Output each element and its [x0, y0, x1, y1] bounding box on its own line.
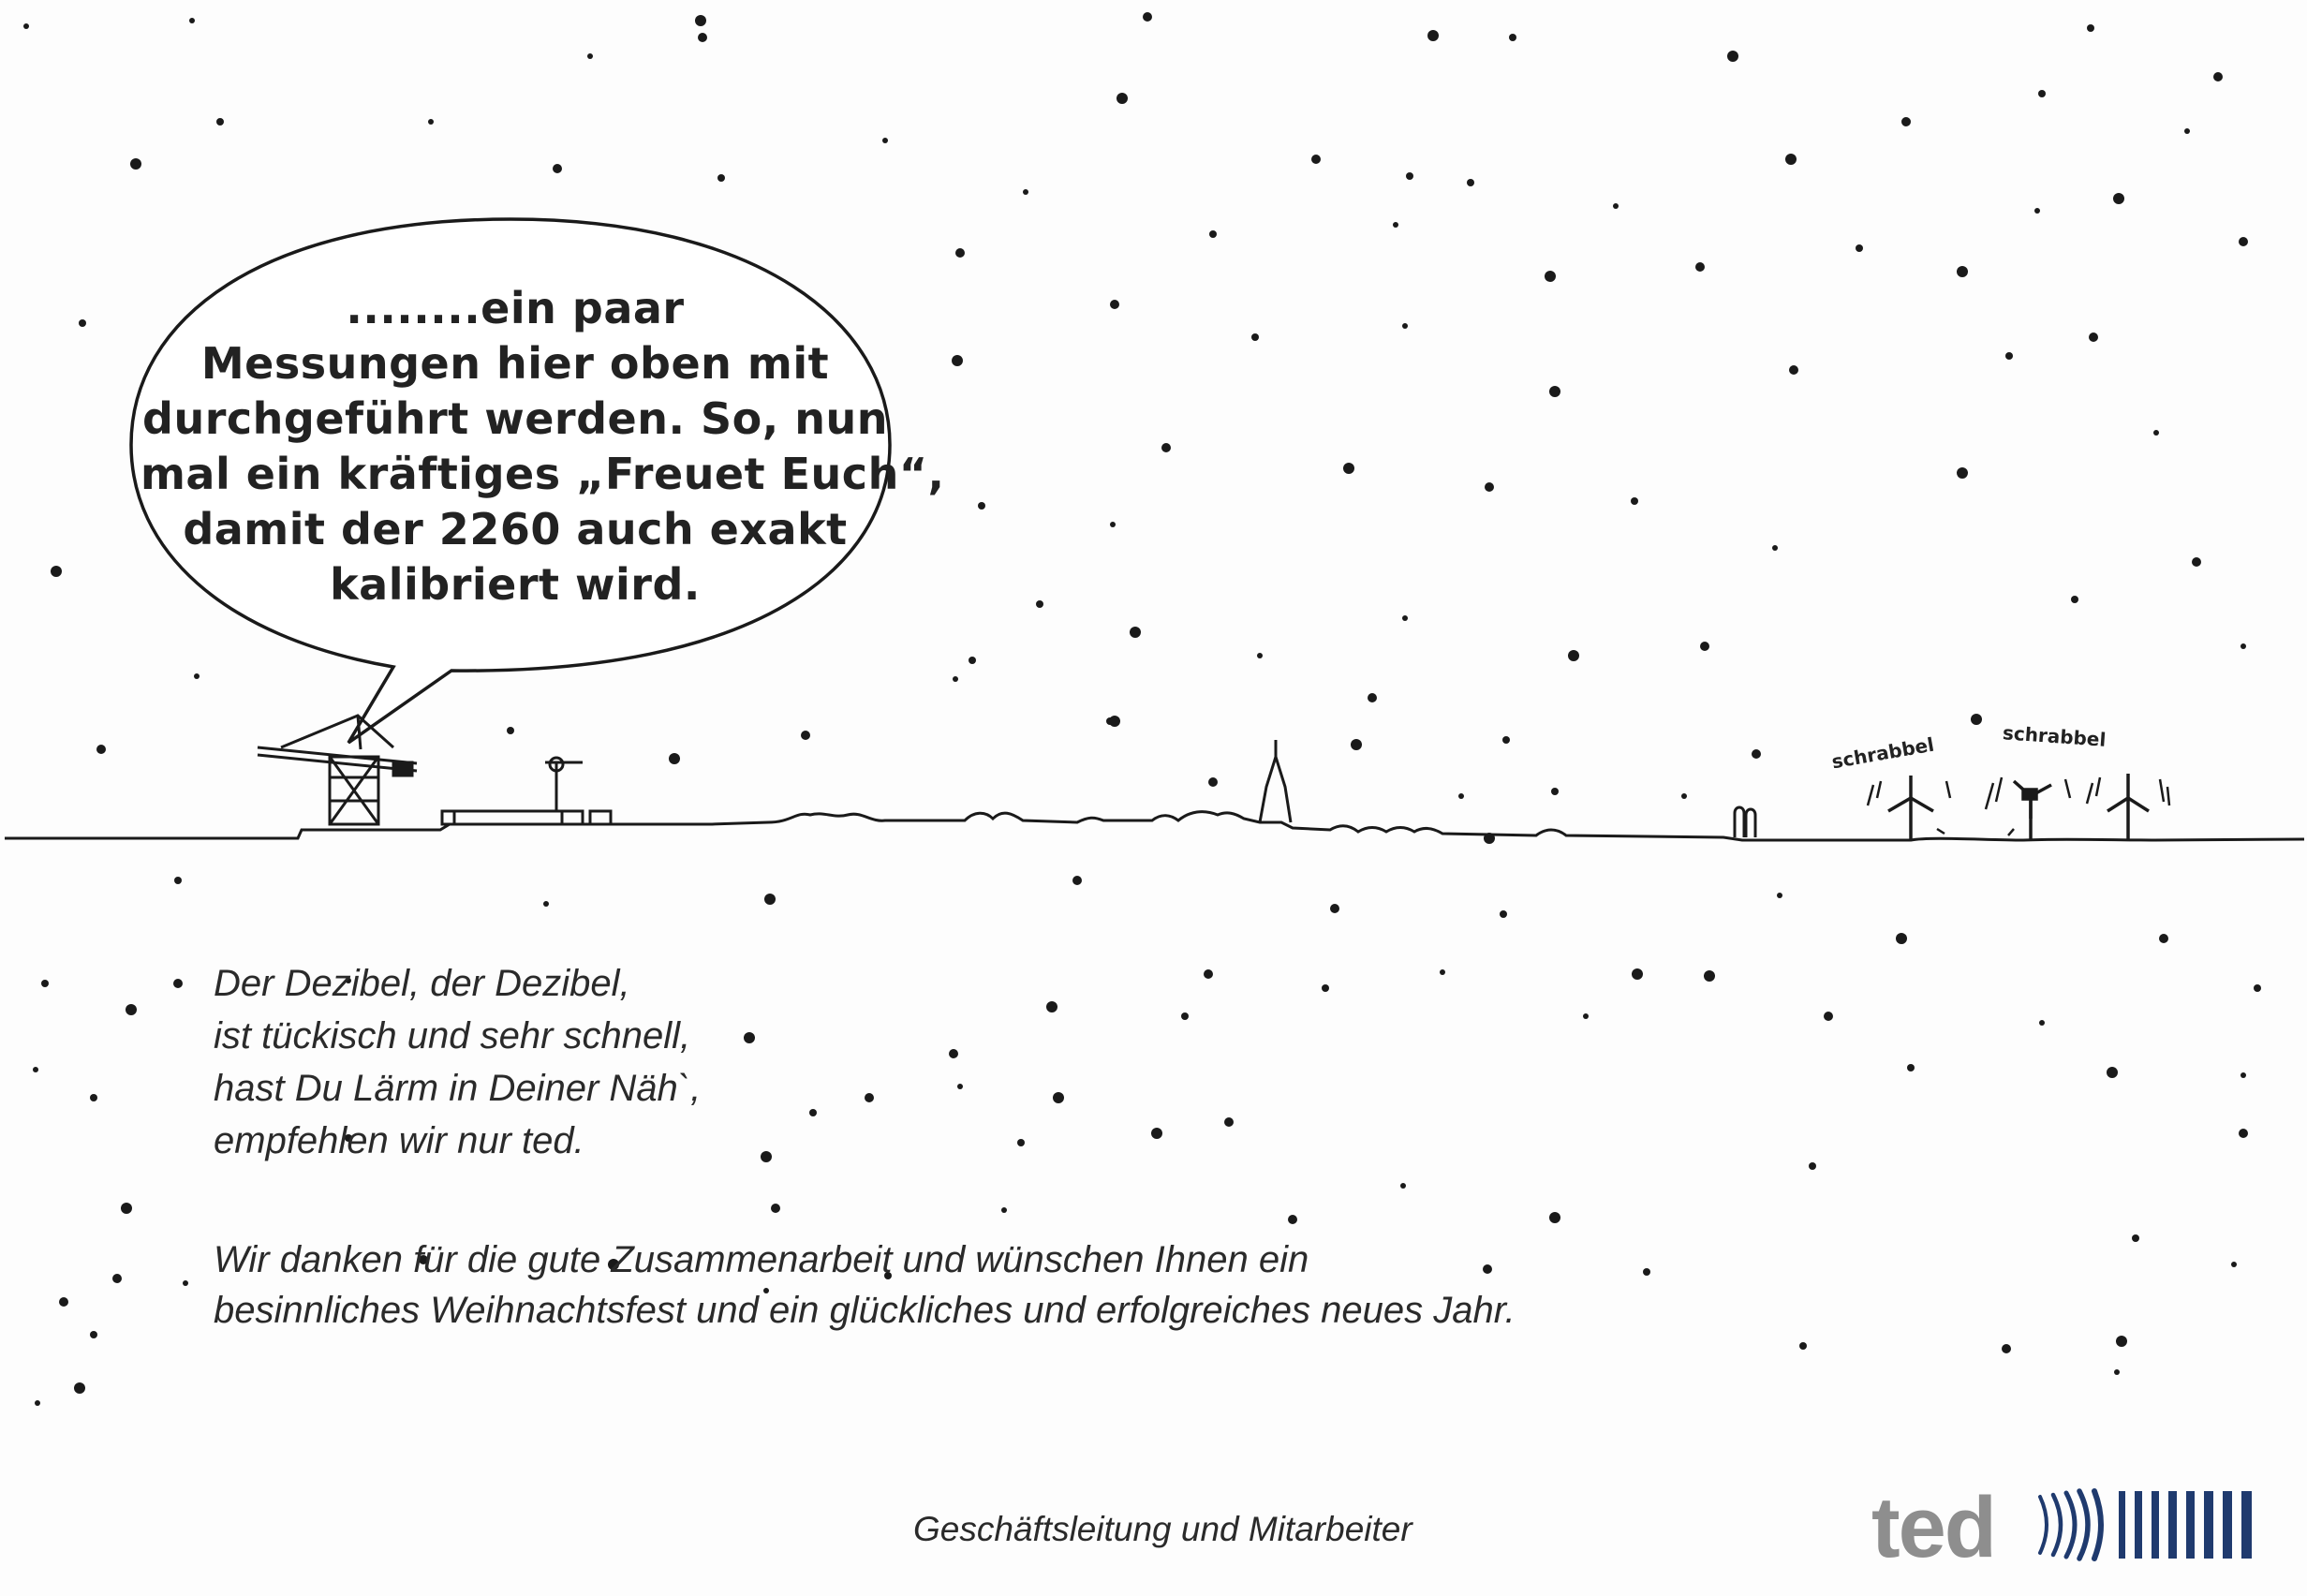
star-dot-icon [1799, 1342, 1807, 1350]
star-dot-icon [2039, 1020, 2045, 1026]
wind-turbine-icon [1868, 776, 1950, 839]
star-dot-icon [957, 1084, 963, 1089]
greeting-line: Wir danken für die gute Zusammenarbeit und wünschen Ihnen ein [214, 1239, 1309, 1280]
speech-bubble-text [140, 281, 945, 613]
star-dot-icon [1130, 627, 1141, 638]
star-dot-icon [1809, 1162, 1816, 1170]
poem [214, 957, 701, 1167]
star-dot-icon [1509, 34, 1516, 41]
star-dot-icon [761, 1151, 772, 1162]
church-icon [1260, 740, 1291, 822]
star-dot-icon [1772, 545, 1778, 551]
star-dot-icon [23, 23, 29, 29]
star-dot-icon [1458, 793, 1464, 799]
star-dot-icon [1632, 968, 1643, 980]
star-dot-icon [669, 753, 680, 764]
bubble-line: Messungen hier oben mit [200, 338, 830, 389]
sound-label: schrabbel [1829, 732, 1936, 774]
star-dot-icon [1072, 876, 1082, 885]
star-dot-icon [2087, 24, 2094, 32]
star-dot-icon [1700, 642, 1709, 651]
star-dot-icon [41, 980, 49, 987]
star-dot-icon [2159, 934, 2168, 943]
star-dot-icon [1824, 1012, 1833, 1021]
star-dot-icon [194, 673, 200, 679]
star-dot-icon [51, 566, 62, 577]
star-dot-icon [1368, 693, 1377, 702]
star-dot-icon [1427, 30, 1439, 41]
star-dot-icon [809, 1109, 817, 1116]
star-dot-icon [764, 894, 776, 905]
star-dot-icon [1695, 262, 1705, 272]
star-dot-icon [953, 676, 958, 682]
star-dot-icon [2192, 557, 2201, 567]
star-dot-icon [1110, 300, 1119, 309]
star-dot-icon [174, 877, 182, 884]
star-dot-icon [428, 119, 434, 125]
star-dot-icon [1402, 615, 1408, 621]
star-dot-icon [1402, 323, 1408, 329]
star-dot-icon [587, 53, 593, 59]
star-dot-icon [1856, 244, 1863, 252]
star-dot-icon [90, 1331, 97, 1338]
bubble-line: damit der 2260 auch exakt [183, 504, 848, 554]
sound-label: schrabbel [2002, 721, 2107, 751]
star-dot-icon [1549, 386, 1560, 397]
logo-text: ted [1871, 1480, 1995, 1575]
star-dot-icon [2184, 128, 2190, 134]
star-dot-icon [1440, 969, 1445, 975]
star-dot-icon [126, 1004, 137, 1015]
star-dot-icon [1957, 266, 1968, 277]
star-dot-icon [1204, 969, 1213, 979]
star-dot-icon [74, 1382, 85, 1394]
star-dot-icon [1406, 172, 1413, 180]
star-dot-icon [79, 319, 86, 327]
star-dot-icon [1143, 12, 1152, 22]
star-dot-icon [882, 138, 888, 143]
star-dot-icon [130, 158, 141, 170]
star-dot-icon [2034, 208, 2040, 214]
star-dot-icon [1181, 1012, 1189, 1020]
star-dot-icon [1551, 788, 1559, 795]
star-dot-icon [2213, 72, 2223, 81]
bubble-line: ........ein paar [346, 283, 685, 333]
star-dot-icon [744, 1032, 755, 1043]
star-dot-icon [1789, 365, 1798, 375]
wind-turbine-icon [1986, 777, 2070, 839]
star-dot-icon [955, 248, 965, 258]
star-dot-icon [1467, 179, 1474, 186]
bubble-line: kalibriert wird. [330, 559, 701, 610]
star-dot-icon [1343, 463, 1354, 474]
star-dot-icon [2116, 1336, 2127, 1347]
star-dot-icon [33, 1067, 38, 1072]
star-dot-icon [2089, 332, 2098, 342]
star-dot-icon [1502, 736, 1510, 744]
bubble-line: durchgeführt werden. So, nun [142, 393, 888, 444]
star-dot-icon [698, 33, 707, 42]
star-dot-icon [1971, 714, 1982, 725]
star-dot-icon [695, 15, 706, 26]
star-dot-icon [216, 118, 224, 126]
poem-line: ist tückisch und sehr schnell, [214, 1015, 691, 1057]
star-dot-icon [949, 1049, 958, 1058]
star-dot-icon [1907, 1064, 1915, 1071]
star-dot-icon [771, 1204, 780, 1213]
star-dot-icon [2240, 643, 2246, 649]
star-dot-icon [1545, 271, 1556, 282]
star-dot-icon [1583, 1013, 1589, 1019]
star-dot-icon [1257, 653, 1263, 658]
star-dot-icon [865, 1093, 874, 1102]
star-dot-icon [112, 1274, 122, 1283]
star-dot-icon [173, 979, 183, 988]
star-dot-icon [1023, 189, 1028, 195]
star-dot-icon [1053, 1092, 1064, 1103]
star-dot-icon [1704, 970, 1715, 982]
poem-line: Der Dezibel, der Dezibel, [214, 963, 630, 1004]
star-dot-icon [969, 657, 976, 664]
star-dot-icon [1400, 1183, 1406, 1189]
star-dot-icon [96, 745, 106, 754]
star-dot-icon [1017, 1139, 1025, 1146]
star-dot-icon [1752, 749, 1761, 759]
star-dot-icon [1151, 1128, 1162, 1139]
star-dot-icon [1727, 51, 1738, 62]
star-dot-icon [1681, 793, 1687, 799]
skyline-horizon [5, 812, 2304, 840]
star-dot-icon [1643, 1268, 1650, 1276]
star-dot-icon [507, 727, 514, 734]
star-dot-icon [121, 1203, 132, 1214]
star-dot-icon [2005, 352, 2013, 360]
star-dot-icon [1161, 443, 1171, 452]
bubble-line: mal ein kräftiges „Freuet Euch“, [140, 449, 945, 499]
star-dot-icon [553, 164, 562, 173]
star-dot-icon [2132, 1234, 2139, 1242]
star-dot-icon [59, 1297, 68, 1307]
star-dot-icon [1311, 155, 1321, 164]
star-dot-icon [1485, 482, 1494, 492]
star-dot-icon [90, 1094, 97, 1101]
star-dot-icon [543, 901, 549, 907]
star-dot-icon [1777, 893, 1782, 898]
star-dot-icon [2239, 237, 2248, 246]
star-dot-icon [1208, 777, 1218, 787]
barge-icon [442, 758, 611, 824]
star-dot-icon [2240, 1072, 2246, 1078]
greeting-line: besinnliches Weihnachtsfest und ein glückliches und erfolgreiches neues Jahr. [214, 1290, 1516, 1331]
tree-icon [1735, 807, 1755, 837]
star-dot-icon [1631, 497, 1638, 505]
star-dot-icon [1001, 1207, 1007, 1213]
star-dot-icon [183, 1280, 188, 1286]
star-dot-icon [1224, 1117, 1234, 1127]
star-dot-icon [2254, 984, 2261, 992]
greeting-text [214, 1234, 1516, 1336]
star-field [23, 12, 2261, 1406]
star-dot-icon [2113, 193, 2124, 204]
signature: Geschäftsleitung und Mitarbeiter [913, 1510, 1412, 1548]
star-dot-icon [1251, 333, 1259, 341]
star-dot-icon [1785, 154, 1797, 165]
poem-line: hast Du Lärm in Deiner Näh`, [214, 1068, 702, 1109]
star-dot-icon [1110, 522, 1116, 527]
logo-bars [2119, 1491, 2252, 1559]
star-dot-icon [2239, 1129, 2248, 1138]
star-dot-icon [1209, 230, 1217, 238]
star-dot-icon [2038, 90, 2046, 97]
star-dot-icon [952, 355, 963, 366]
wind-turbine-icon [2087, 774, 2169, 839]
star-dot-icon [2153, 430, 2159, 436]
star-dot-icon [1613, 203, 1619, 209]
star-dot-icon [801, 731, 810, 740]
star-dot-icon [1957, 467, 1968, 479]
star-dot-icon [717, 174, 725, 182]
star-dot-icon [1036, 600, 1043, 608]
star-dot-icon [1046, 1001, 1057, 1012]
star-dot-icon [1549, 1212, 1560, 1223]
star-dot-icon [1288, 1215, 1297, 1224]
star-dot-icon [1393, 222, 1398, 228]
star-dot-icon [2107, 1067, 2118, 1078]
star-dot-icon [1568, 650, 1579, 661]
star-dot-icon [2071, 596, 2078, 603]
star-dot-icon [1117, 93, 1128, 104]
star-dot-icon [2114, 1369, 2120, 1375]
star-dot-icon [35, 1400, 40, 1406]
star-dot-icon [1901, 117, 1911, 126]
star-dot-icon [978, 502, 985, 510]
star-dot-icon [1351, 739, 1362, 750]
star-dot-icon [2002, 1344, 2011, 1353]
star-dot-icon [1330, 904, 1339, 913]
logo-waves [2040, 1491, 2101, 1559]
container-crane-icon [258, 716, 417, 824]
star-dot-icon [1500, 910, 1507, 918]
poem-line: empfehlen wir nur ted. [214, 1120, 584, 1161]
star-dot-icon [1322, 984, 1329, 992]
star-dot-icon [2231, 1262, 2237, 1267]
star-dot-icon [1896, 933, 1907, 944]
star-dot-icon [189, 18, 195, 23]
star-dot-icon [1109, 716, 1120, 727]
